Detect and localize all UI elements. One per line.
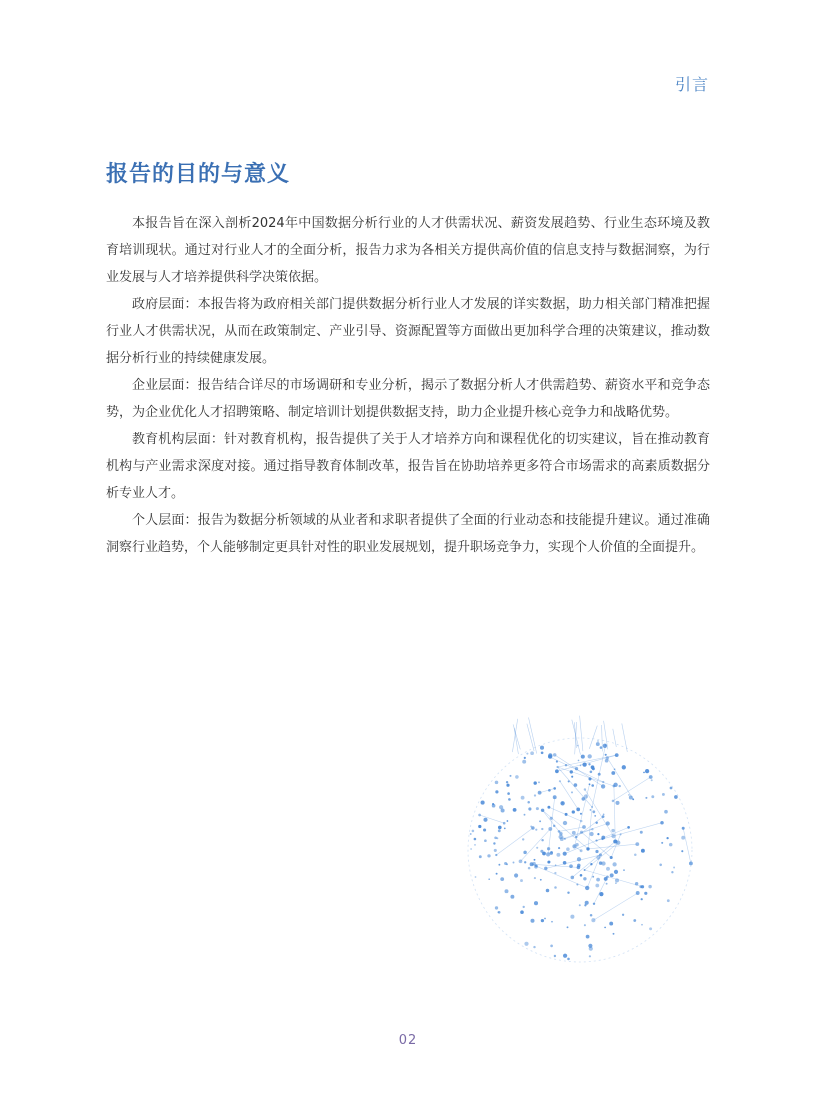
enterprise-paragraph: 企业层面：报告结合详尽的市场调研和专业分析，揭示了数据分析人才供需趋势、薪资水平和竞争态势，为企业优化人才招聘策略、制定培训计划提供数据支持，助力企业提升核心竞争力和战略优势。 xyxy=(106,378,710,420)
individual-paragraph: 个人层面：报告为数据分析领域的从业者和求职者提供了全面的行业动态和技能提升建议。通过准确洞察行业趋势，个人能够制定更具针对性的职业发展规划，提升职场竞争力，实现个人价值的全面提升。 xyxy=(106,513,710,555)
education-paragraph: 教育机构层面：针对教育机构，报告提供了关于人才培养方向和课程优化的切实建议，旨在推动教育机构与产业需求深度对接。通过指导教育体制改革，报告旨在协助培养更多符合市场需求的高素质数据分析专业人才。 xyxy=(106,432,710,501)
intro-paragraph: 本报告旨在深入剖析2024年中国数据分析行业的人才供需状况、薪资发展趋势、行业生态环境及教育培训现状。通过对行业人才的全面分析，报告力求为各相关方提供高价值的信息支持与数据洞察，为行业发展与人才培养提供科学决策依据。 xyxy=(106,216,710,285)
section-label: 引言 xyxy=(674,75,709,94)
body-text xyxy=(106,210,710,561)
page-number: 02 xyxy=(398,1033,418,1048)
network-globe-icon xyxy=(440,710,700,980)
government-paragraph: 政府层面：本报告将为政府相关部门提供数据分析行业人才发展的详实数据，助力相关部门精准把握行业人才供需状况，从而在政策制定、产业引导、资源配置等方面做出更加科学合理的决策建议，推动数据分析行业的持续健康发展。 xyxy=(106,297,710,366)
page-title: 报告的目的与意义 xyxy=(106,162,291,187)
